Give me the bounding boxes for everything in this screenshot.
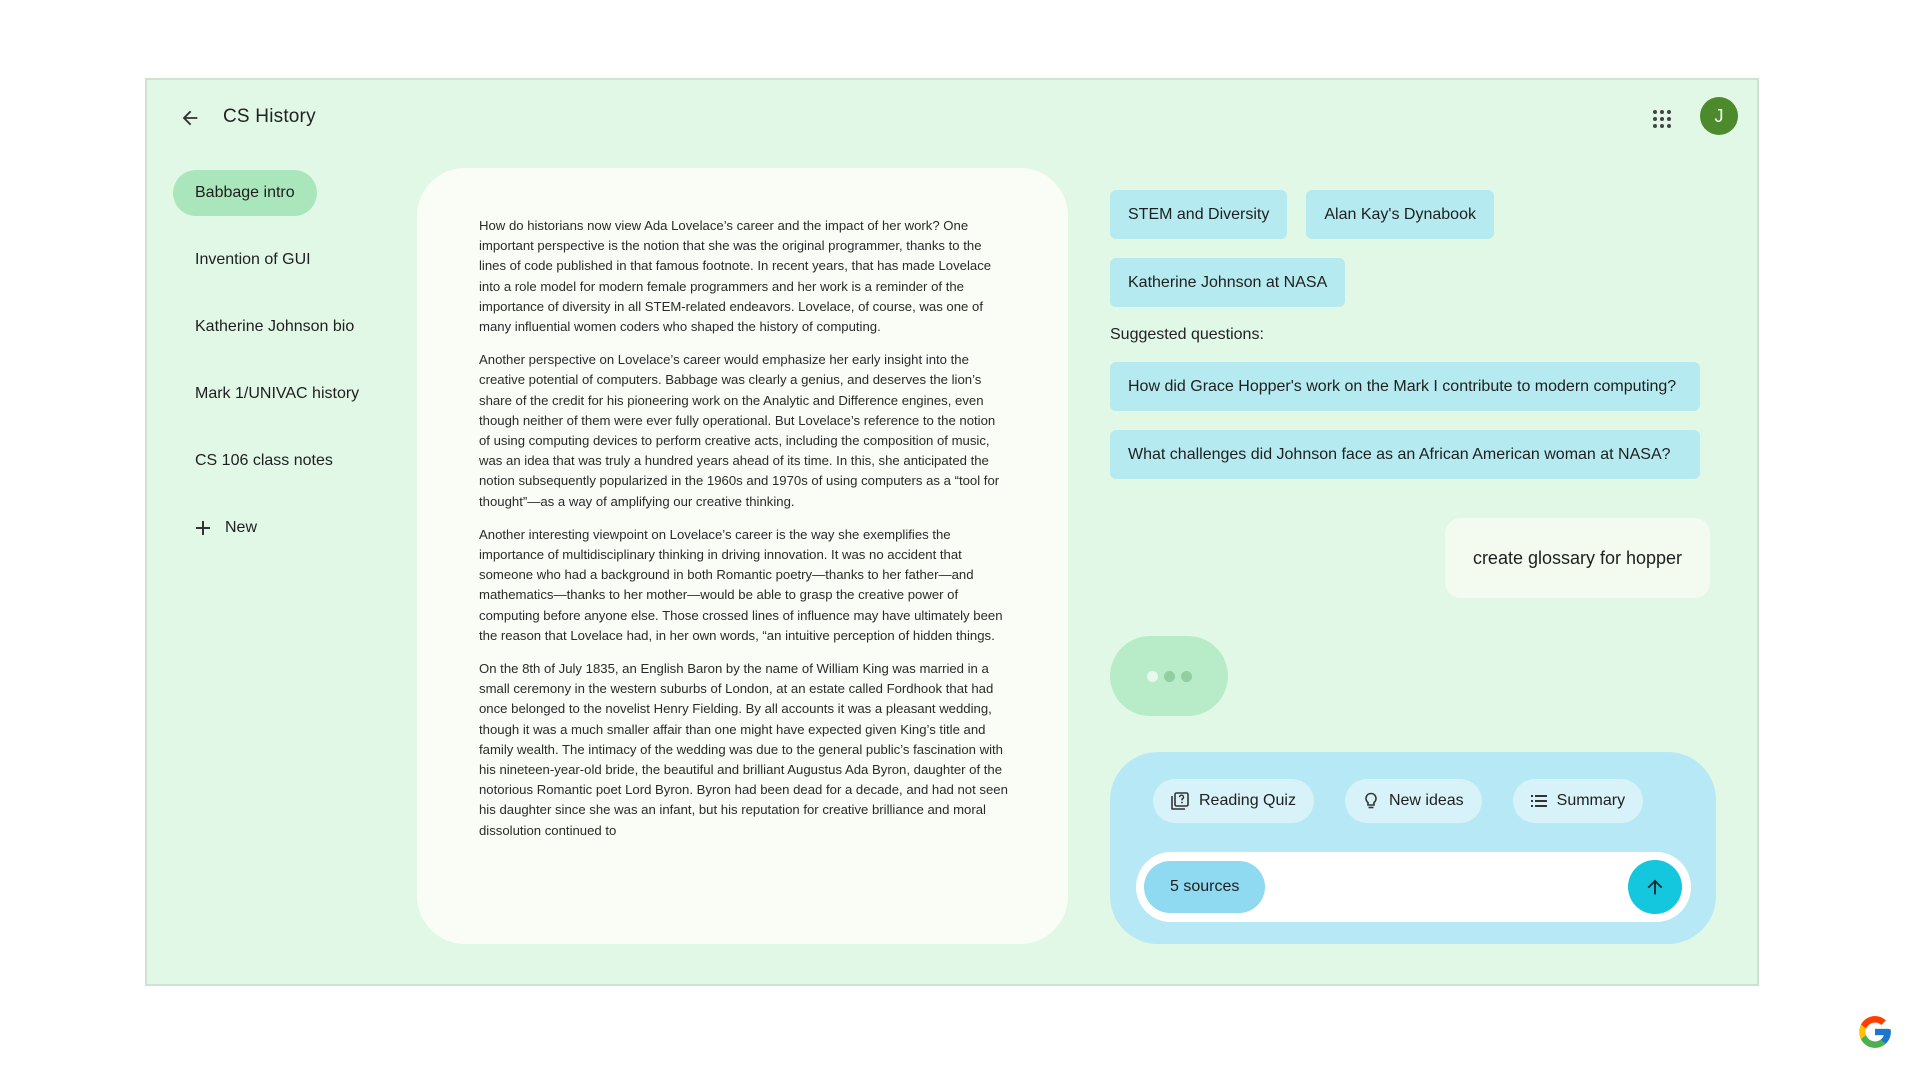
source-chip-row <box>1110 258 1710 307</box>
typing-indicator <box>1110 636 1228 716</box>
document-paragraph: How do historians now view Ada Lovelace’s career and the impact of her work? One important perspective is the notion that she was the original programmer, thanks to the lines of code published in that famous footnote. In recent years, that has made Lovelace into a role model for modern female programmers and her work is a reminder of the importance of diversity in all STEM-related endeavors. Lovelace, of course, was one of many influential women coders who shaped the history of computing. <box>479 218 992 335</box>
avatar[interactable] <box>1700 97 1738 135</box>
sidebar-item-label: Mark 1/UNIVAC history <box>195 385 360 402</box>
suggested-question[interactable]: What challenges did Johnson face as an African American woman at NASA? <box>1110 430 1700 479</box>
source-chip-row <box>1110 190 1710 239</box>
arrow-up-icon <box>1644 876 1666 898</box>
suggested-questions-label: Suggested questions: <box>1110 326 1264 343</box>
avatar-initial: J <box>1714 105 1724 126</box>
apps-grid-icon <box>1652 109 1672 129</box>
list-icon <box>1531 794 1547 808</box>
back-button[interactable] <box>174 102 206 134</box>
sources-label: 5 sources <box>1170 878 1240 895</box>
sidebar-item-invention-of-gui[interactable] <box>173 237 403 283</box>
document-viewer[interactable] <box>417 168 1068 944</box>
summary-button[interactable] <box>1513 779 1643 823</box>
source-chip-stem-diversity[interactable]: STEM and Diversity <box>1110 190 1287 239</box>
typing-dot <box>1147 671 1158 682</box>
quick-actions <box>1153 779 1643 823</box>
plus-icon <box>195 520 211 536</box>
sidebar <box>173 170 403 551</box>
page-title: CS History <box>223 106 316 127</box>
sidebar-item-babbage-intro[interactable] <box>173 170 317 216</box>
new-button[interactable] <box>173 505 403 551</box>
app-window <box>145 78 1759 986</box>
sources-button[interactable] <box>1144 861 1265 913</box>
sidebar-item-mark1-univac-history[interactable] <box>173 371 403 417</box>
summary-label: Summary <box>1556 792 1626 809</box>
suggested-question[interactable]: How did Grace Hopper's work on the Mark I contribute to modern computing? <box>1110 362 1700 411</box>
apps-button[interactable] <box>1647 104 1677 134</box>
top-bar <box>147 80 1757 154</box>
reading-quiz-button[interactable] <box>1153 779 1314 823</box>
sidebar-item-katherine-johnson-bio[interactable] <box>173 304 403 350</box>
sidebar-item-label: Babbage intro <box>195 184 295 201</box>
sidebar-item-label: Invention of GUI <box>195 251 311 268</box>
document-paragraph: Another perspective on Lovelace’s career would emphasize her early insight into the creative potential of computers. Babbage was clearly a genius, and deserves the lion’s share of the credit for his pioneering work on the Analytic and Difference engines, even though neither of them were ever fully operational. But Lovelace’s reference to the notion of using computing devices to perform creative acts, including the composition of music, was an idea that was truly a hundred years ahead of its time. In this, she anticipated the notion subsequently popularized in the 1960s and 1970s of using computers as a “tool for thought”—as a way of amplifying our creative thinking. <box>479 352 1000 509</box>
quiz-icon <box>1171 792 1189 810</box>
lightbulb-icon <box>1363 792 1379 810</box>
reading-quiz-label: Reading Quiz <box>1199 792 1296 809</box>
google-logo-icon <box>1856 1013 1894 1051</box>
sidebar-item-label: CS 106 class notes <box>195 452 333 469</box>
source-chip-dynabook[interactable]: Alan Kay's Dynabook <box>1306 190 1494 239</box>
prompt-bar <box>1136 852 1691 922</box>
send-button[interactable] <box>1628 860 1682 914</box>
typing-dot <box>1181 671 1192 682</box>
source-chip-katherine-johnson[interactable]: Katherine Johnson at NASA <box>1110 258 1345 307</box>
composer <box>1110 752 1716 944</box>
user-message-text: create glossary for hopper <box>1472 547 1683 568</box>
document-paragraph: Another interesting viewpoint on Lovelace’s career is the way she exemplifies the importance of multidisciplinary thinking in driving innovation. It was no accident that someone who had a background in both Romantic poetry—thanks to her father—and mathematics—thanks to her mother—would be able to grasp the creative power of computing before anyone else. Those crossed lines of influence may have ultimately been the reason that Lovelace had, in her own words, “an intuitive perception of hidden things. <box>479 526 1003 643</box>
typing-dot <box>1164 671 1175 682</box>
arrow-back-icon <box>179 107 201 129</box>
document-paragraph: On the 8th of July 1835, an English Baron by the name of William King was married in a small ceremony in the western suburbs of London, at an estate called Fordhook that had once belonged to the novelist Henry Fielding. By all accounts it was a pleasant wedding, though it was a much smaller affair than one might have expected given King’s title and family wealth. The intimacy of the wedding was due to the general public’s fascination with his nineteen-year-old bride, the beautiful and brilliant Augustus Ada Byron, daughter of the notorious Romantic poet Lord Byron. Byron had been dead for a decade, and had not seen his daughter since she was an infant, but his reputation for creative brilliance and moral dissolution continued to <box>479 661 1008 838</box>
new-label: New <box>225 519 258 536</box>
new-ideas-label: New ideas <box>1388 792 1464 809</box>
user-message-bubble <box>1445 518 1710 598</box>
sidebar-item-cs106-class-notes[interactable] <box>173 438 403 484</box>
sidebar-item-label: Katherine Johnson bio <box>195 318 355 335</box>
assistant-panel <box>1110 190 1710 498</box>
prompt-input[interactable] <box>1276 864 1606 910</box>
new-ideas-button[interactable] <box>1345 779 1482 823</box>
